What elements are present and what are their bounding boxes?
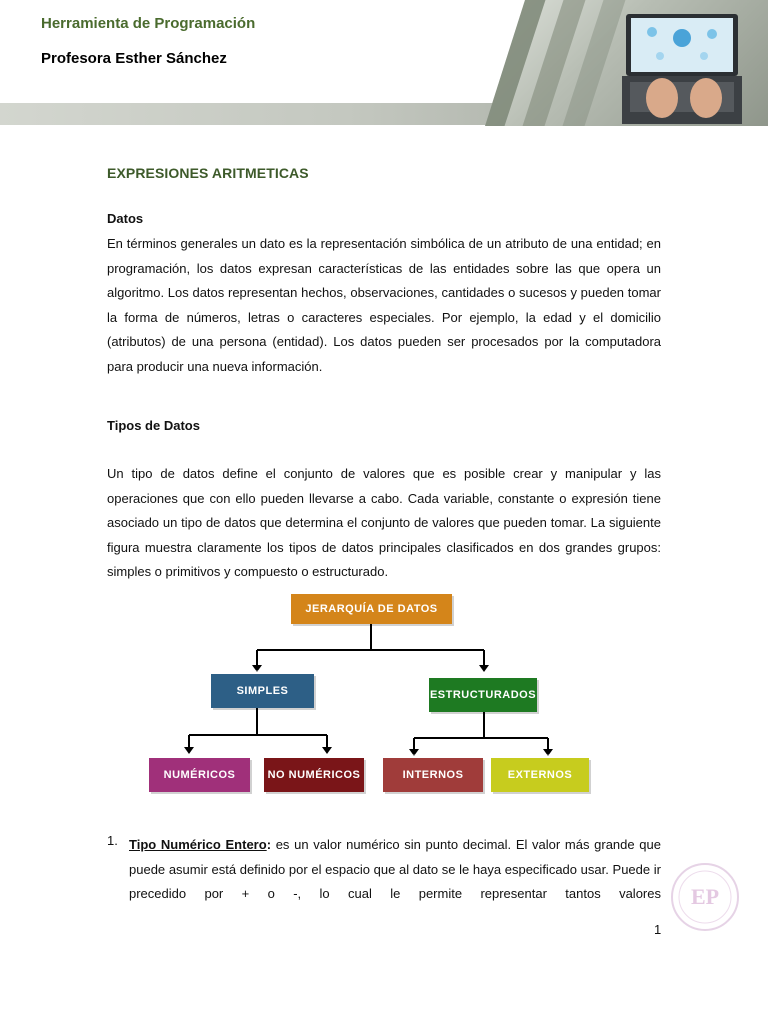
section-title: EXPRESIONES ARITMETICAS <box>107 165 309 181</box>
list-description: es un valor numérico sin punto decimal. El valor más grande que puede asumir está definido por el espacio que al dato se le haya especificado usar. Puede ir precedido por + o -, lo cual le permite representar tantos valores <box>129 837 661 902</box>
header-title: Herramienta de Programación <box>41 15 256 32</box>
node-externos: EXTERNOS <box>491 758 589 792</box>
datos-paragraph: En términos generales un dato es la representación simbólica de un atributo de una entidad; en programación, los datos expresan características de las entidades sobre las que opera un algoritmo. Los datos representan hechos, observaciones, cantidades o sucesos y pueden tomar la forma de números, letras o caracteres especiales. Por ejemplo, la edad y el domicilio (atributos) de una persona (entidad). Los datos pueden ser procesados por la computadora para producir una nueva información. <box>107 236 661 374</box>
data-hierarchy-diagram <box>140 588 600 798</box>
list-term: Tipo Numérico Entero <box>129 837 267 852</box>
node-internos: INTERNOS <box>383 758 483 792</box>
page-header <box>0 0 768 126</box>
node-numericos: NUMÉRICOS <box>149 758 250 792</box>
svg-text:EP: EP <box>690 884 720 909</box>
list-colon: : <box>266 837 272 852</box>
laptop-icon <box>622 12 742 124</box>
university-seal-icon <box>670 862 740 932</box>
tipos-heading: Tipos de Datos <box>107 418 200 433</box>
node-estructurados: ESTRUCTURADOS <box>429 678 537 712</box>
list-number: 1. <box>107 833 118 848</box>
datos-heading: Datos <box>107 211 144 226</box>
header-author: Profesora Esther Sánchez <box>41 50 227 67</box>
page-number: 1 <box>654 922 662 937</box>
node-no-numericos: NO NUMÉRICOS <box>264 758 364 792</box>
node-jerarquia: JERARQUÍA DE DATOS <box>291 594 452 624</box>
node-simples: SIMPLES <box>211 674 314 708</box>
list-item-text <box>129 833 661 907</box>
tipos-paragraph: Un tipo de datos define el conjunto de valores que es posible crear y manipular y las operaciones que con ello pueden llevarse a cabo. Cada variable, constante o expresión tiene asociado un tipo de datos que determina el conjunto de valores que pueden tomar. La siguiente figura muestra claramente los tipos de datos principales clasificados en dos grandes grupos: simples o primitivos y compuesto o estructurado. <box>107 466 661 580</box>
